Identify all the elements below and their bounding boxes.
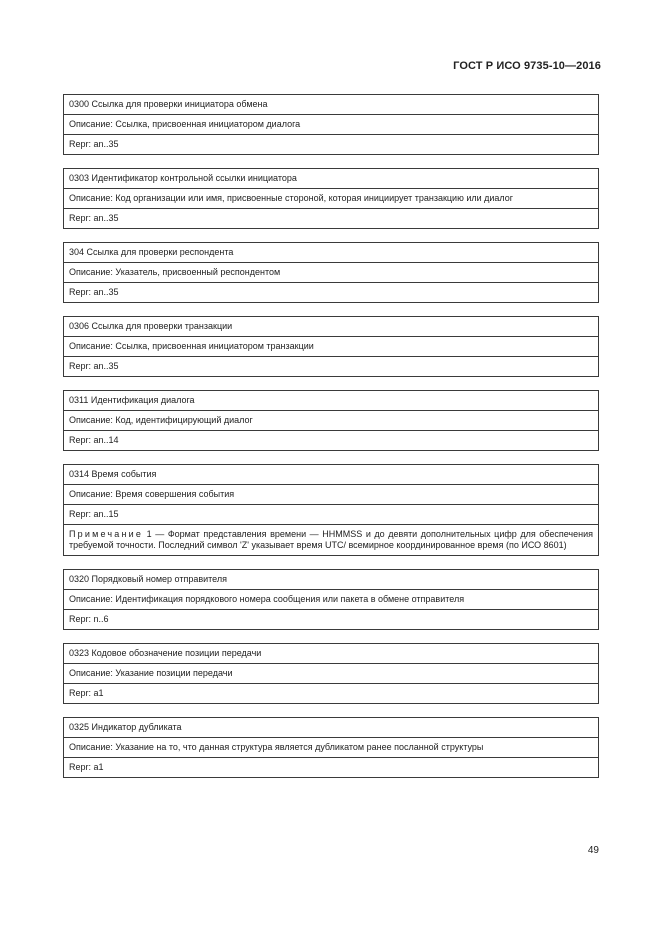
data-element-0300 — [63, 94, 599, 155]
element-description: Описание: Ссылка, присвоенная инициатором транзакции — [64, 336, 598, 356]
element-description: Описание: Идентификация порядкового номера сообщения или пакета в обмене отправителя — [64, 589, 598, 609]
element-representation: Repr: n..6 — [64, 609, 598, 629]
element-representation: Repr: an..14 — [64, 430, 598, 450]
element-title: 0323 Кодовое обозначение позиции передачи — [69, 648, 262, 658]
element-representation: Repr: an..15 — [64, 504, 598, 524]
element-description: Описание: Указание на то, что данная структура является дубликатом ранее посланной структуры — [64, 737, 598, 757]
element-note — [64, 524, 598, 555]
element-representation: Repr: an..35 — [64, 282, 598, 302]
data-element-304 — [63, 242, 599, 303]
element-title: 304 Ссылка для проверки респондента — [69, 247, 234, 257]
element-title: 0320 Порядковый номер отправителя — [69, 574, 227, 584]
element-title: 0300 Ссылка для проверки инициатора обмена — [69, 99, 268, 109]
element-description: Описание: Указание позиции передачи — [64, 663, 598, 683]
data-element-0303 — [63, 168, 599, 229]
element-description: Описание: Код организации или имя, присвоенные стороной, которая инициирует транзакцию или диалог — [64, 188, 598, 208]
element-description: Описание: Указатель, присвоенный респондентом — [64, 262, 598, 282]
element-title: 0306 Ссылка для проверки транзакции — [69, 321, 233, 331]
element-title: 0325 Индикатор дубликата — [69, 722, 182, 732]
element-title: 0303 Идентификатор контрольной ссылки инициатора — [69, 173, 297, 183]
note-label: Примечание — [69, 529, 144, 539]
page-number: 49 — [587, 845, 599, 856]
data-element-0306 — [63, 316, 599, 377]
element-title: 0314 Время события — [69, 469, 157, 479]
element-description: Описание: Время совершения события — [64, 484, 598, 504]
data-element-0320 — [63, 569, 599, 630]
element-representation: Repr: an..35 — [64, 356, 598, 376]
element-representation: Repr: an..35 — [64, 134, 598, 154]
element-representation: Repr: a1 — [64, 683, 598, 703]
data-element-0325 — [63, 717, 599, 778]
element-title: 0311 Идентификация диалога — [69, 395, 195, 405]
note-text: 1 — Формат представления времени — HHMMSS и до девяти дополнительных цифр для обеспечения требуемой точности. Последний символ 'Z' указывает время UTC/ всемирное координированное время (по ИСО 8601) — [69, 529, 593, 550]
element-description: Описание: Ссылка, присвоенная инициатором диалога — [64, 114, 598, 134]
element-representation: Repr: an..35 — [64, 208, 598, 228]
data-element-list — [63, 94, 599, 791]
element-description: Описание: Код, идентифицирующий диалог — [64, 410, 598, 430]
document-standard-header: ГОСТ Р ИСО 9735-10—2016 — [453, 60, 601, 72]
data-element-0314 — [63, 464, 599, 556]
data-element-0323 — [63, 643, 599, 704]
element-representation: Repr: a1 — [64, 757, 598, 777]
data-element-0311 — [63, 390, 599, 451]
